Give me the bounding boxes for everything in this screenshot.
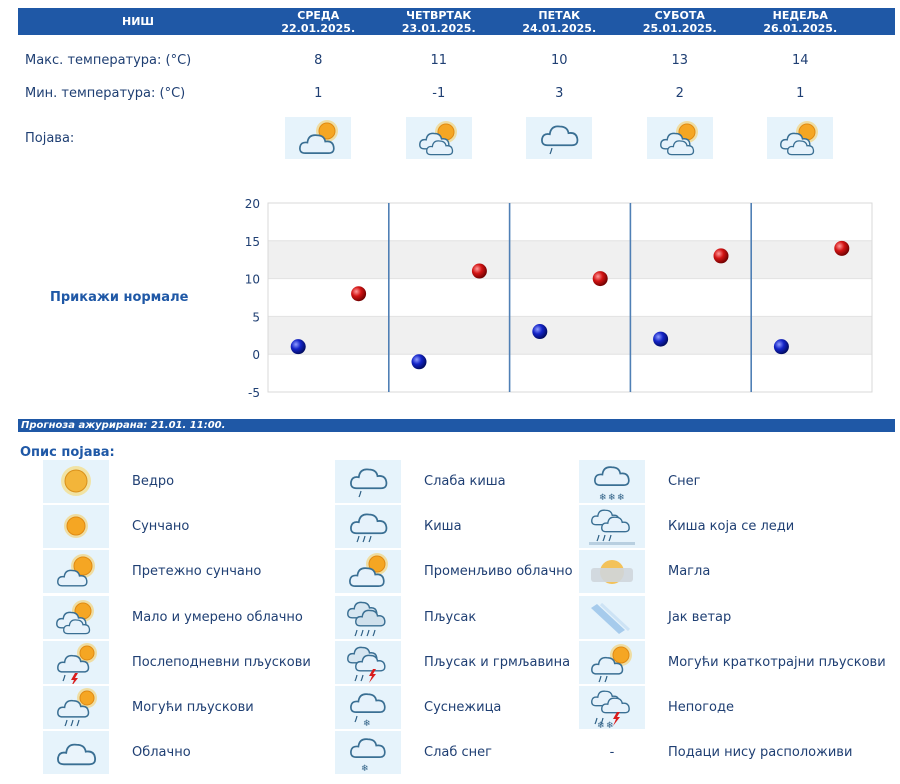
fog-icon — [579, 550, 645, 593]
min-temp-value: 1 — [314, 86, 323, 101]
max-temp-point — [834, 241, 849, 256]
svg-text:❄: ❄ — [599, 493, 607, 503]
min-temp-value: 2 — [675, 86, 684, 101]
legend-item — [43, 550, 261, 593]
legend-item — [335, 550, 573, 593]
svg-text:❄: ❄ — [617, 493, 625, 503]
max-temp-point — [351, 286, 366, 301]
min-temp-point — [291, 339, 306, 354]
legend-label: Сунчано — [132, 519, 190, 535]
max-temp-value: 11 — [430, 53, 448, 68]
y-tick-label: 5 — [252, 310, 260, 325]
legend-label: Променљиво облачно — [424, 564, 573, 580]
y-tick-label: 15 — [244, 234, 260, 249]
day-header: СУБОТА 25.01.2025. — [642, 9, 717, 35]
sun-behind-cloud-icon — [406, 117, 472, 159]
min-temp-point — [532, 324, 547, 339]
partly-cloudy-icon — [335, 550, 401, 593]
legend-label: Пљусак — [424, 609, 477, 625]
temperature-chart-svg — [0, 190, 900, 410]
legend-label: Могући пљускови — [132, 700, 254, 715]
legend-item — [335, 641, 570, 684]
legend-label: Непогоде — [668, 700, 734, 715]
sunny-icon — [43, 505, 109, 548]
y-tick-label: 0 — [252, 348, 260, 363]
sun-behind-cloud-icon — [767, 117, 833, 159]
day-header: ПЕТАК 24.01.2025. — [522, 9, 597, 35]
afternoon-showers-icon — [43, 641, 109, 684]
temperature-chart — [0, 190, 900, 410]
legend-item — [335, 686, 501, 729]
legend-title: Опис појава: — [20, 445, 115, 460]
min-temp-value: 3 — [555, 86, 564, 101]
y-tick-label: 20 — [244, 197, 260, 211]
light-snow-icon — [335, 731, 401, 774]
light-rain-icon — [335, 460, 401, 503]
legend-label: Послеподневни пљускови — [132, 654, 311, 670]
min-temp-value: -1 — [432, 86, 446, 101]
rain-icon — [335, 505, 401, 548]
forecast-updated: Прогноза ажурирана: 21.01. 11:00. — [18, 419, 895, 432]
sleet-icon — [335, 686, 401, 729]
legend-label: Киша — [424, 519, 462, 535]
legend-label: Магла — [668, 564, 711, 580]
freezing-rain-icon — [579, 505, 645, 548]
legend-label: Снег — [668, 474, 701, 489]
svg-text:❄: ❄ — [597, 721, 605, 729]
legend-item — [43, 686, 254, 729]
max-temp-value: 10 — [550, 53, 568, 68]
y-tick-label: 10 — [244, 272, 260, 287]
legend-item — [579, 550, 710, 593]
forecast-header — [18, 8, 895, 35]
sun-behind-cloud-icon — [647, 117, 713, 159]
max-temp-point — [593, 271, 608, 286]
svg-text:❄: ❄ — [608, 493, 616, 503]
legend-label: Подаци нису расположиви — [668, 745, 853, 761]
cloudy-icon — [43, 731, 109, 774]
max-temp-point — [472, 264, 487, 279]
legend-item — [43, 505, 189, 548]
thunderstorm-icon — [335, 641, 401, 684]
legend-item — [43, 731, 191, 774]
legend-label: Ведро — [132, 474, 175, 489]
svg-text:❄: ❄ — [361, 764, 369, 775]
legend-item — [579, 460, 700, 503]
max-temp-value: 8 — [314, 53, 323, 68]
min-temp-value: 1 — [796, 86, 805, 101]
strong-wind-icon — [579, 596, 645, 639]
legend-item — [335, 596, 476, 639]
legend-label: Облачно — [132, 745, 191, 761]
legend-item — [335, 731, 492, 774]
legend-label: Јак ветар — [668, 609, 732, 625]
legend-label: Суснежица — [424, 700, 502, 715]
legend-item — [43, 460, 174, 503]
legend-item — [579, 686, 734, 729]
day-header: ЧЕТВРТАК 23.01.2025. — [401, 9, 476, 35]
max-temperature-row — [18, 53, 895, 68]
max-temp-value: 13 — [671, 53, 689, 68]
min-temp-point — [653, 332, 668, 347]
grid-band — [268, 241, 872, 279]
min-temperature-label: Мин. температура: (°C) — [25, 86, 186, 101]
min-temperature-row — [18, 86, 895, 101]
legend-label: Пљусак и грмљавина — [424, 654, 571, 670]
brief-showers-icon — [579, 641, 645, 684]
legend-item — [335, 460, 506, 503]
day-header: СРЕДА 22.01.2025. — [281, 9, 356, 35]
max-temp-value: 14 — [791, 53, 809, 68]
legend-item — [579, 505, 794, 548]
phenomena-row — [18, 117, 895, 159]
legend-label: Могући краткотрајни пљускови — [668, 654, 886, 670]
max-temperature-label: Макс. температура: (°C) — [25, 53, 192, 68]
y-tick-label: -5 — [248, 386, 260, 400]
light-rain-icon — [526, 117, 592, 159]
partly-cloudy-icon — [285, 117, 351, 159]
min-temp-point — [774, 339, 789, 354]
legend-label: Мало и умерено облачно — [132, 609, 303, 625]
no-data-icon: - — [609, 745, 615, 761]
phenomena-label: Појава: — [25, 130, 75, 146]
legend-label: Киша која се леди — [668, 519, 795, 535]
legend-item — [579, 731, 852, 774]
max-temp-point — [714, 248, 729, 263]
mostly-sunny-icon — [43, 550, 109, 593]
legend-item — [43, 596, 303, 639]
clear-sun-icon — [43, 460, 109, 503]
show-normals-link[interactable]: Прикажи нормале — [50, 290, 189, 305]
svg-text:❄: ❄ — [606, 721, 614, 729]
day-header: НЕДЕЉА 26.01.2025. — [763, 9, 838, 35]
downpour-icon — [335, 596, 401, 639]
possible-showers-icon — [43, 686, 109, 729]
legend-label: Слаба киша — [424, 474, 506, 489]
severe-weather-icon — [579, 686, 645, 729]
legend-item — [579, 641, 886, 684]
legend-label: Слаб снег — [424, 745, 492, 761]
snow-icon — [579, 460, 645, 503]
legend-item — [579, 596, 731, 639]
min-temp-point — [412, 354, 427, 369]
legend-item — [43, 641, 311, 684]
legend-label: Претежно сунчано — [132, 564, 262, 580]
legend-item — [335, 505, 462, 548]
svg-text:❄: ❄ — [363, 719, 371, 729]
sun-behind-cloud-icon — [43, 596, 109, 639]
city-name: НИШ — [121, 15, 154, 28]
